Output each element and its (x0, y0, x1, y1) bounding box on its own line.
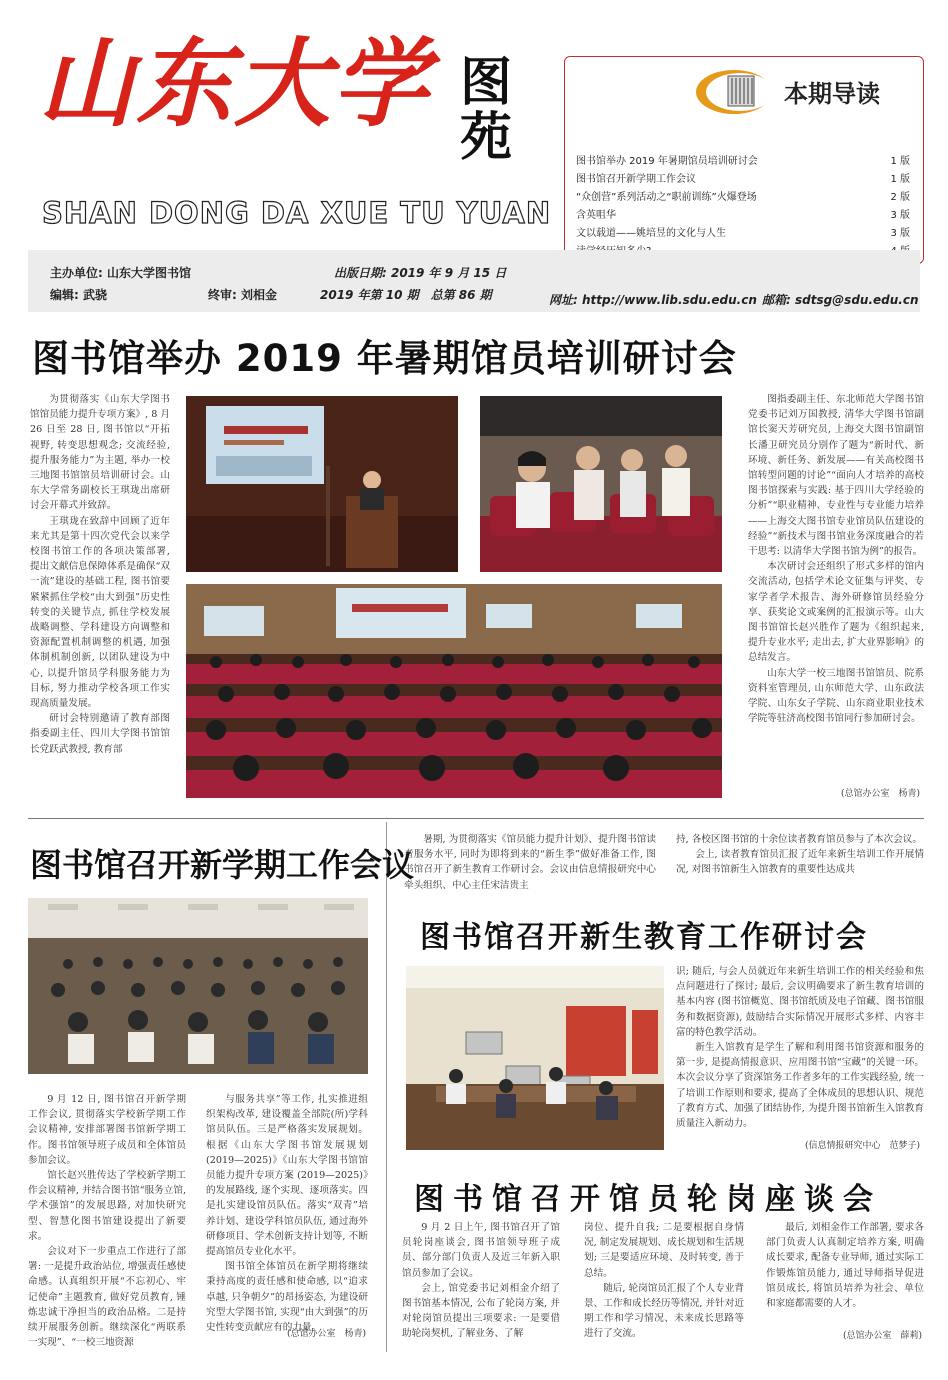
meeting-photo (28, 898, 368, 1074)
article4-col2: 岗位、提升自我; 二是要根据自身情况, 制定发展规划、成长规划和生活规划; 三是要适应环境、及时转变, 善于总结。 随后, 轮岗馆员汇报了个人专业背景、工作和成长经历等情况, 并针对近期工作和学习情况、未来成长思路等进行了交流。 (584, 1222, 744, 1340)
book-logo-icon (694, 62, 778, 120)
toc-item[interactable]: 含英咀华 3 版 (576, 209, 910, 221)
editor-label: 编辑: 武骁 (50, 288, 107, 302)
toc-item[interactable]: 图书馆召开新学期工作会议 1 版 (576, 173, 910, 185)
masthead-title: 山东大学 (38, 27, 430, 140)
seminar-photo (406, 966, 664, 1150)
article4-col3: 最后, 刘相金作工作部署, 要求各部门负责人认真制定培养方案, 明确成长要求, 配备专业导师, 通过实际工作锻炼馆员能力, 通过导师指导促进馆员成长, 将馆员培养为社会、单位和家庭都需要的人才。 (766, 1222, 924, 1310)
chief-editor-label: 终审: 刘相金 (208, 288, 277, 302)
article3-signature: (信息情报研究中心 范梦子) (804, 1141, 920, 1151)
toc-title: 本期导读 (784, 80, 880, 108)
toc-item[interactable]: 图书馆举办 2019 年暑期馆员培训研讨会 1 版 (576, 155, 910, 167)
article1-col-left: 为贯彻落实《山东大学图书馆馆员能力提升专项方案》, 8 月 26 日至 28 日, 图书馆以“开拓视野, 转变思想观念; 交流经验, 提升服务能力”为主题, 举办一校三地图书馆馆员培训研讨会。山东大学常务副校长王琪珑出席研讨会开幕式并致辞。 王琪珑在致辞中回顾了近年来尤其是第十四次党代会以来学校图书馆工作的各项决策部署, 提出文献信息保障体系是确保“双一流”建设的基础工程, 图书馆要紧紧抓住学校“由大到强”历史性转变的关键节点, 抓住学校发展战略调整、学科建设方向调整和资源配置机制调整的机遇, 加强体制机制创新, 以团队建设为中心, 以提升馆员学科服务能力为目标, 努力推动学校各项工作实现高质量发展。 研讨会特别邀请了教育部图指委副主任、四川大学图书馆馆长党跃武教授, 教育部 (30, 394, 170, 755)
article2-signature: (总馆办公室 杨青) (286, 1329, 366, 1339)
article4-title: 图书馆召开馆员轮岗座谈会 (414, 1182, 882, 1217)
attendees-photo (480, 396, 722, 572)
section-divider (28, 818, 924, 819)
toc-item[interactable]: 文以载道——姚培昱的文化与人生 3 版 (576, 227, 910, 239)
article3-intro-col1: 暑期, 为贯彻落实《馆员能力提升计划》、提升图书馆读者服务水平, 同时为即将到来的“新生季”做好准备工作, 图书馆召开了新生教育工作研讨会。会议由信息情报研究中心牵头组织、中心主任宋洁贵主 (404, 834, 656, 891)
sponsor-label: 主办单位: 山东大学图书馆 (50, 266, 191, 280)
article2-col1: 9 月 12 日, 图书馆召开新学期工作会议, 贯彻落实学校新学期工作会议精神, 安排部署图书馆新学期工作。图书馆领导班子成员和全体馆员参加会议。 馆长赵兴胜传达了学校新学期工作会议精神, 并结合图书馆“服务立馆, 学术强馆”的发展思路, 对加快研究型、智慧化图书馆建设提出了新要求。 会议对下一步重点工作进行了部署: 一是提升政治站位, 增强责任感使命感。认真组织开展“不忘初心、牢记使命”主题教育, 做好党员教育, 锤炼忠诚干净担当的政治品格。二是持续开展服务创新。继续深化“两联系一实现”、“一校三地资源 (28, 1094, 186, 1349)
masthead-subtitle: 图苑 (460, 53, 513, 168)
article2-title: 图书馆召开新学期工作会议 (30, 846, 415, 884)
article1-col-right: 图指委副主任、东北师范大学图书馆党委书记刘万国教授, 清华大学图书馆副馆长窦天芳研究员, 上海交大图书馆副馆长潘卫研究员分别作了题为“新时代、新环境、新任务、新发展——有关高校图书馆转型问题的讨论”“面向人才培养的高校图书馆探索与实践: 基于四川大学经验的分析”“职业精神、专业性与专业能力培养——上海交大图书馆专业馆员队伍建设的经验”“新技术与图书馆业务深度融合的若干思考: 以清华大学图书馆为例”的报告。 本次研讨会还组织了形式多样的馆内交流活动, 包括学术论文征集与评奖、专家学者学术报告、海外研修馆员经验分享、获奖论文或案例的汇报演示等。山大图书馆馆长赵兴胜作了题为《组织起来, 提升专业水平; 走出去, 扩大业界影响》的总结发言。 山东大学一校三地图书馆馆员、院系资料室管理员, 山东师范大学、山东政法学院、山东女子学院、山东商业职业技术学院等驻济高校图书馆同行参加研讨会。 (748, 394, 924, 725)
article3-body: 识; 随后, 与会人员就近年来新生培训工作的相关经验和焦点问题进行了探讨; 最后, 会议明确要求了新生教育培训的基本内容 (图书馆概览、图书馆纸质及电子馆藏、图书馆服务和数据资源), 鼓励结合实际情况开展形式多样、内容丰富的特色教学活动。 新生入馆教育是学生了解和利用图书馆资源和服务的第一步, 是提高情报意识、应用图书馆“宝藏”的关键一环。本次会议分享了资深馆务工作者多年的工作实践经验, 统一了培训工作原则和要求, 提高了全体成员的思想认识、规范了教育方式、加强了团结协作, 为提升图书馆新生入馆教育质量注入新动力。 (676, 966, 924, 1130)
podium-photo (186, 396, 458, 572)
article2-col2: 与服务共享”等工作, 扎实推进组织架构改革, 建设覆盖全部院(所)学科馆员队伍。三是严格落实发展规划。根据《山东大学图书馆发展规划 (2019—2025)》《山东大学图书馆馆员能力提升专项方案 (2019—2025)》的发展路线, 逐个实现、逐项落实。四是扎实建设馆员队伍。落实“双青”培养计划、建设学科馆员队伍, 通过海外研修项目、学术创新支持计划等, 不断提高馆员专业化水平。 图书馆全体馆员在新学期将继续秉持高度的责任感和使命感, 以“追求卓越, 只争朝夕”的昂扬姿态, 为建设研究型大学图书馆, 实现“由大到强”的历史性转变贡献应有的力量。 (206, 1094, 368, 1334)
article1-title: 图书馆举办 2019 年暑期馆员培训研讨会 (32, 337, 737, 380)
article1-signature: (总馆办公室 杨青) (840, 789, 920, 799)
publish-date: 出版日期: 2019 年 9 月 15 日 (334, 266, 507, 280)
article3-title: 图书馆召开新生教育工作研讨会 (420, 920, 868, 955)
article3-intro-col2: 持, 各校区图书馆的十余位读者教育馆员参与了本次会议。 会上, 读者教育馆员汇报了近年来新生培训工作开展情况, 对图书馆新生入馆教育的重要性达成共 (676, 834, 924, 876)
issue-number: 2019 年第 10 期 总第 86 期 (320, 288, 492, 302)
article4-col1: 9 月 2 日上午, 图书馆召开了馆员轮岗座谈会, 图书馆领导班子成员、部分部门负责人及近三年新入职馆员参加了会议。 会上, 馆党委书记刘相金介绍了图书馆基本情况, 公布了轮岗方案, 并对轮岗馆员提出三项要求: 一是要借助轮岗契机, 了解业务、了解 (402, 1222, 560, 1340)
website-link[interactable]: 网址: http://www.lib.sdu.edu.cn (549, 293, 757, 307)
toc-list (576, 150, 910, 258)
auditorium-photo (186, 584, 722, 798)
article4-signature: (总馆办公室 薛莉) (842, 1331, 922, 1341)
toc-item[interactable]: “众创营”系列活动之“职前训练”火爆登场 2 版 (576, 191, 910, 203)
masthead-pinyin: SHAN DONG DA XUE TU YUAN (42, 196, 552, 230)
column-divider (386, 822, 387, 1352)
email-link[interactable]: 邮箱: sdtsg@sdu.edu.cn (762, 293, 919, 307)
